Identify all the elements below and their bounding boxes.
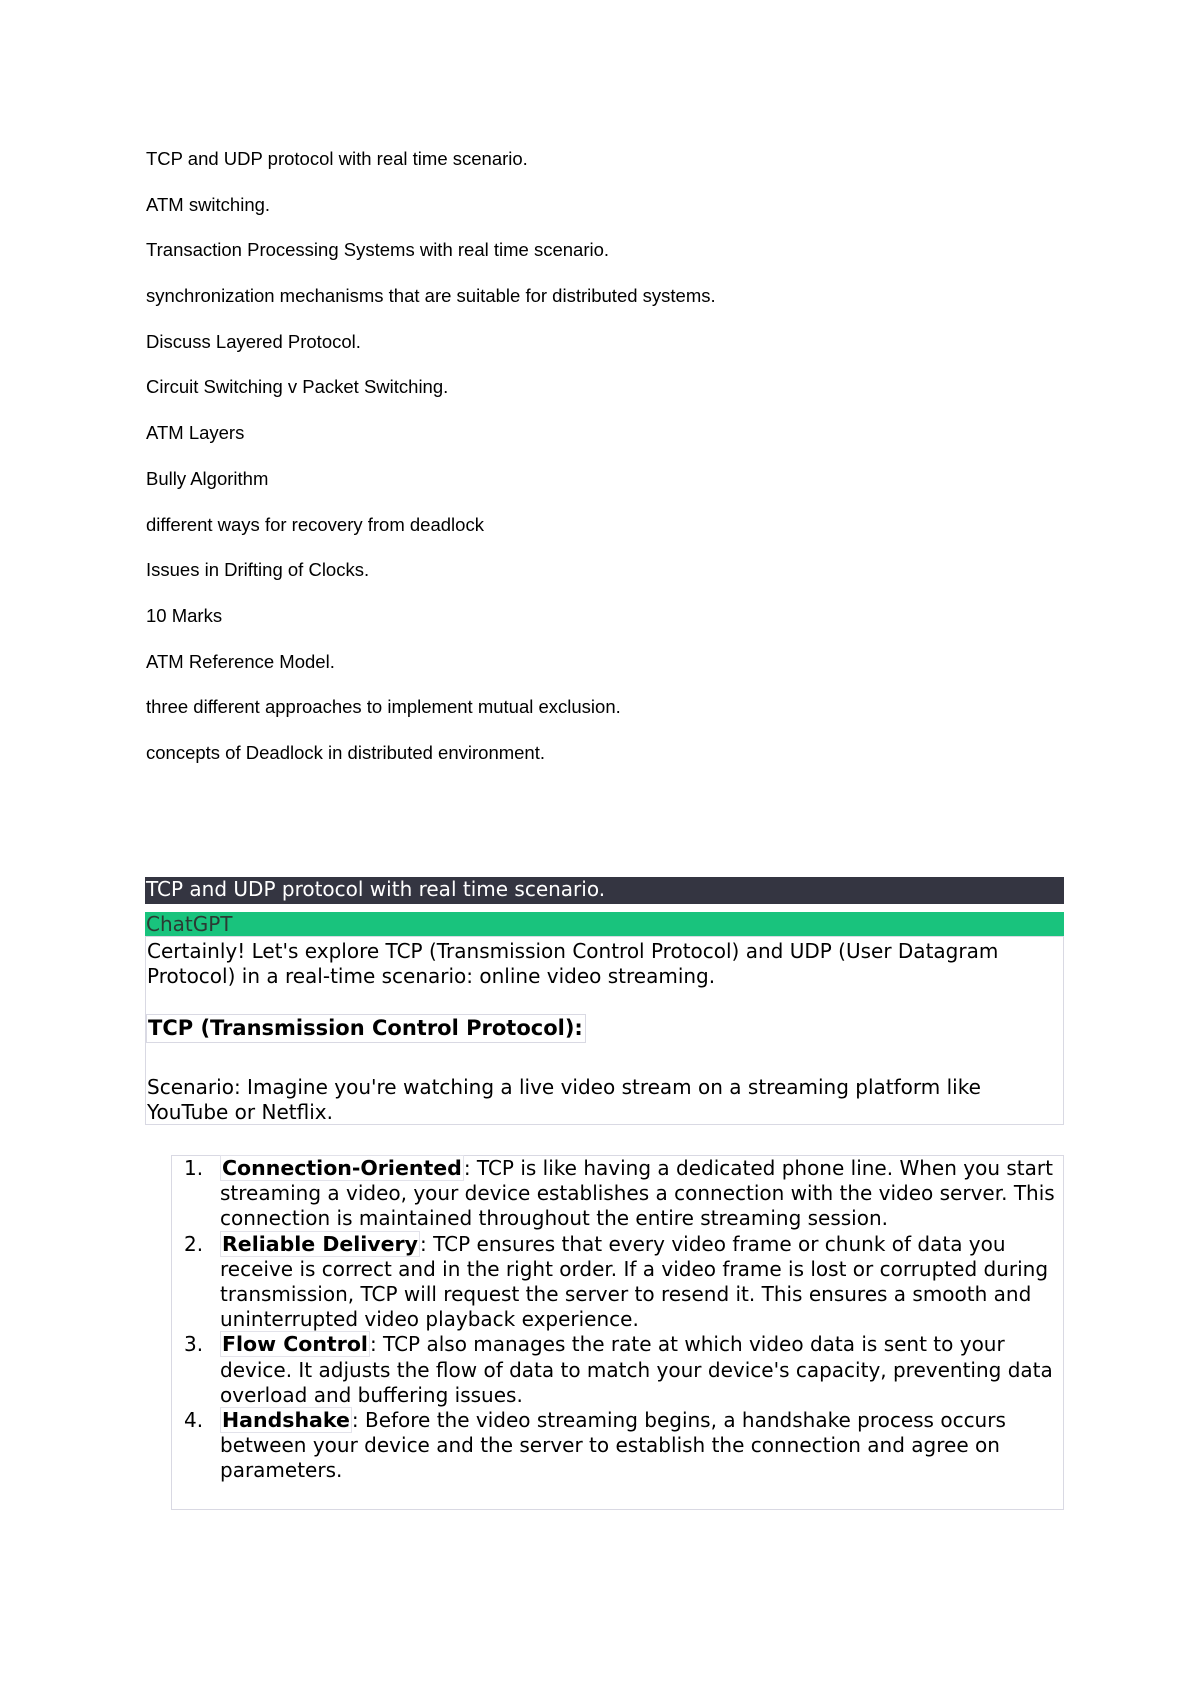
answer-box: [145, 936, 1064, 1125]
point-text: : Before the video streaming begins, a handshake process occurs between your device and the server to establish the connection and agree on parameters.: [220, 1408, 1006, 1483]
topic-item: different ways for recovery from deadlock: [146, 513, 484, 535]
topic-item: Transaction Processing Systems with real time scenario.: [146, 239, 610, 261]
topic-item: synchronization mechanisms that are suitable for distributed systems.: [146, 285, 716, 307]
point-term: Reliable Delivery: [222, 1231, 419, 1256]
point-number: 3.: [184, 1332, 204, 1357]
point-text: : TCP also manages the rate at which video data is sent to your device. It adjusts the flow of data to match your device's capacity, preventing data overload and buffering issues.: [220, 1332, 1053, 1407]
scenario-text: Scenario: Imagine you're watching a live video stream on a streaming platform like YouTube or Netflix.: [147, 1075, 981, 1124]
point-text: : TCP is like having a dedicated phone line. When you start streaming a video, your device establishes a connection with the video server. This connection is maintained throughout the entire streaming session.: [220, 1156, 1055, 1231]
tcp-heading: TCP (Transmission Control Protocol):: [146, 1014, 586, 1043]
point-number: 2.: [184, 1231, 204, 1256]
topic-item: ATM Layers: [146, 422, 245, 444]
answer-intro: Certainly! Let's explore TCP (Transmission Control Protocol) and UDP (User Datagram Protocol) in a real-time scenario: online video streaming.: [147, 939, 999, 988]
topic-item: TCP and UDP protocol with real time scenario.: [146, 148, 528, 169]
tcp-point: [172, 1156, 1062, 1232]
point-term: Connection-Oriented: [222, 1156, 462, 1180]
topic-item: Discuss Layered Protocol.: [146, 330, 361, 352]
tcp-point: [172, 1332, 1062, 1408]
point-term: Handshake: [222, 1408, 350, 1433]
point-text: : TCP ensures that every video frame or chunk of data you receive is correct and in the right order. If a video frame is lost or corrupted during transmission, TCP will request the server to resend it. This ensures a smooth and uninterrupted video playback experience.: [220, 1231, 1049, 1332]
point-number: 4.: [184, 1408, 204, 1433]
topic-item: Circuit Switching v Packet Switching.: [146, 376, 449, 398]
point-number: 1.: [184, 1156, 204, 1180]
topic-item: three different approaches to implement mutual exclusion.: [146, 696, 621, 718]
tcp-point: [172, 1232, 1062, 1333]
topic-item: concepts of Deadlock in distributed environment.: [146, 741, 545, 763]
topic-item: 10 Marks: [146, 604, 223, 626]
question-bar: TCP and UDP protocol with real time scenario.: [145, 877, 1064, 904]
tcp-point: [172, 1408, 1062, 1484]
tcp-points-list: [172, 1156, 1062, 1484]
topic-item: Issues in Drifting of Clocks.: [146, 559, 370, 581]
assistant-label-bar: ChatGPT: [145, 912, 1064, 936]
point-term: Flow Control: [222, 1332, 368, 1357]
tcp-points-box: [171, 1155, 1064, 1510]
topic-item: Bully Algorithm: [146, 467, 269, 489]
topic-item: ATM switching.: [146, 193, 271, 215]
topic-item: ATM Reference Model.: [146, 650, 335, 672]
topic-list: [146, 148, 716, 788]
